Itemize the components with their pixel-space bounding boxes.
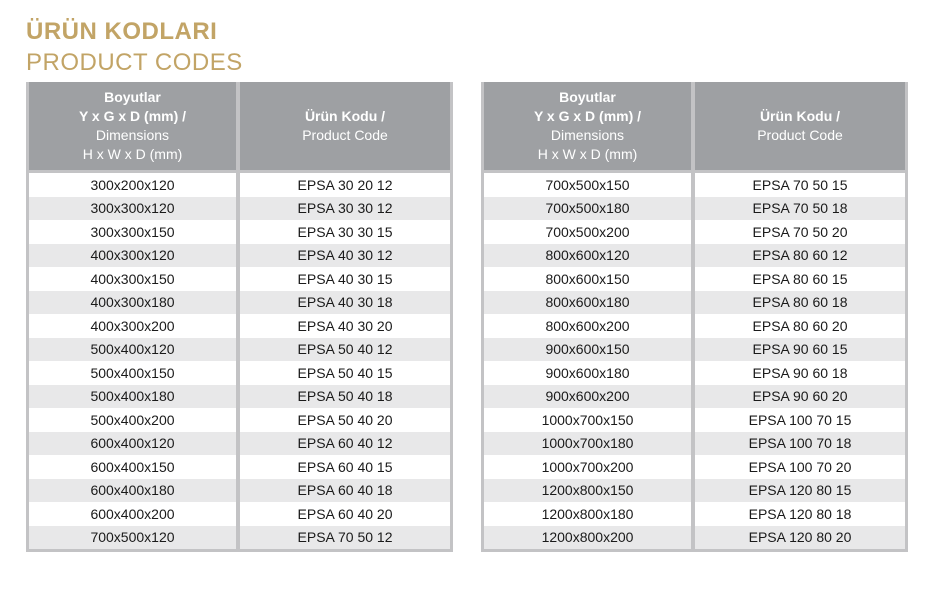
dimension-cell: 800x600x120: [484, 244, 691, 268]
header-dimensions: [29, 82, 236, 170]
dimension-cell: 800x600x180: [484, 291, 691, 315]
table-row: [484, 455, 905, 479]
product-code-cell: EPSA 80 60 18: [695, 291, 905, 315]
product-code-cell: EPSA 40 30 12: [240, 244, 450, 268]
dimension-cell: 600x400x180: [29, 479, 236, 503]
header-dimensions-line: H x W x D (mm): [82, 146, 183, 162]
table-row: [484, 244, 905, 268]
table-body: [484, 173, 905, 549]
dimension-cell: 800x600x150: [484, 267, 691, 291]
table-row: [484, 479, 905, 503]
table-row: [484, 267, 905, 291]
header-dimensions-line: H x W x D (mm): [537, 146, 638, 162]
product-code-cell: EPSA 30 20 12: [240, 173, 450, 197]
page-title-en: PRODUCT CODES: [26, 49, 243, 76]
dimension-cell: 400x300x200: [29, 314, 236, 338]
table-row: [29, 314, 450, 338]
dimension-cell: 700x500x180: [484, 197, 691, 221]
dimension-cell: 300x300x150: [29, 220, 236, 244]
page-title-tr: ÜRÜN KODLARI: [26, 18, 218, 45]
header-dimensions-line: Y x G x D (mm) /: [533, 108, 642, 124]
product-code-cell: EPSA 120 80 18: [695, 502, 905, 526]
dimension-cell: 700x500x120: [29, 526, 236, 550]
table-row: [484, 338, 905, 362]
product-code-cell: EPSA 60 40 15: [240, 455, 450, 479]
table-row: [484, 220, 905, 244]
product-code-cell: EPSA 100 70 18: [695, 432, 905, 456]
dimension-cell: 700x500x200: [484, 220, 691, 244]
header-code-line: Product Code: [302, 127, 388, 143]
header-dimensions-line: Boyutlar: [104, 89, 161, 105]
product-code-cell: EPSA 50 40 20: [240, 408, 450, 432]
header-code-line: Ürün Kodu /: [759, 108, 841, 124]
table-row: [29, 338, 450, 362]
product-code-cell: EPSA 120 80 20: [695, 526, 905, 550]
table-row: [29, 385, 450, 409]
header-dimensions: [484, 82, 691, 170]
dimension-cell: 1000x700x150: [484, 408, 691, 432]
product-code-cell: EPSA 70 50 12: [240, 526, 450, 550]
product-code-cell: EPSA 90 60 15: [695, 338, 905, 362]
dimension-cell: 300x300x120: [29, 197, 236, 221]
dimension-cell: 900x600x200: [484, 385, 691, 409]
dimension-cell: 400x300x120: [29, 244, 236, 268]
product-code-cell: EPSA 40 30 15: [240, 267, 450, 291]
table-header: [29, 82, 450, 170]
product-code-cell: EPSA 40 30 20: [240, 314, 450, 338]
dimension-cell: 400x300x180: [29, 291, 236, 315]
product-table-right: [481, 82, 908, 552]
product-code-cell: EPSA 100 70 15: [695, 408, 905, 432]
header-code-line: Product Code: [757, 127, 843, 143]
product-code-cell: EPSA 70 50 15: [695, 173, 905, 197]
table-row: [484, 291, 905, 315]
product-code-cell: EPSA 60 40 20: [240, 502, 450, 526]
product-code-cell: EPSA 50 40 15: [240, 361, 450, 385]
table-row: [29, 455, 450, 479]
table-row: [484, 385, 905, 409]
dimension-cell: 600x400x200: [29, 502, 236, 526]
header-dimensions-line: Boyutlar: [559, 89, 616, 105]
product-code-cell: EPSA 50 40 18: [240, 385, 450, 409]
table-row: [29, 244, 450, 268]
table-row: [484, 173, 905, 197]
product-code-cell: EPSA 60 40 12: [240, 432, 450, 456]
table-row: [484, 526, 905, 550]
table-row: [484, 408, 905, 432]
dimension-cell: 1200x800x180: [484, 502, 691, 526]
header-product-code: [695, 82, 905, 170]
dimension-cell: 300x200x120: [29, 173, 236, 197]
product-code-cell: EPSA 60 40 18: [240, 479, 450, 503]
dimension-cell: 500x400x150: [29, 361, 236, 385]
table-row: [29, 361, 450, 385]
table-row: [29, 267, 450, 291]
table-header: [484, 82, 905, 170]
dimension-cell: 500x400x200: [29, 408, 236, 432]
table-row: [29, 526, 450, 550]
product-code-cell: EPSA 80 60 20: [695, 314, 905, 338]
dimension-cell: 900x600x150: [484, 338, 691, 362]
product-table-left: [26, 82, 453, 552]
product-code-cell: EPSA 100 70 20: [695, 455, 905, 479]
table-row: [29, 502, 450, 526]
table-row: [484, 502, 905, 526]
table-row: [29, 173, 450, 197]
header-product-code: [240, 82, 450, 170]
dimension-cell: 1200x800x200: [484, 526, 691, 550]
table-row: [29, 220, 450, 244]
dimension-cell: 1000x700x180: [484, 432, 691, 456]
product-code-cell: EPSA 70 50 18: [695, 197, 905, 221]
table-row: [29, 432, 450, 456]
product-code-cell: EPSA 80 60 12: [695, 244, 905, 268]
product-code-cell: EPSA 50 40 12: [240, 338, 450, 362]
header-dimensions-line: Dimensions: [550, 127, 625, 143]
product-code-cell: EPSA 80 60 15: [695, 267, 905, 291]
product-code-cell: EPSA 40 30 18: [240, 291, 450, 315]
product-code-cell: EPSA 90 60 18: [695, 361, 905, 385]
product-code-cell: EPSA 30 30 15: [240, 220, 450, 244]
table-row: [484, 432, 905, 456]
dimension-cell: 600x400x120: [29, 432, 236, 456]
product-code-cell: EPSA 70 50 20: [695, 220, 905, 244]
header-dimensions-line: Dimensions: [95, 127, 170, 143]
dimension-cell: 600x400x150: [29, 455, 236, 479]
header-code-line: Ürün Kodu /: [304, 108, 386, 124]
header-dimensions-line: Y x G x D (mm) /: [78, 108, 187, 124]
dimension-cell: 500x400x180: [29, 385, 236, 409]
dimension-cell: 1000x700x200: [484, 455, 691, 479]
dimension-cell: 1200x800x150: [484, 479, 691, 503]
table-row: [29, 291, 450, 315]
product-code-cell: EPSA 120 80 15: [695, 479, 905, 503]
table-row: [29, 408, 450, 432]
table-row: [29, 479, 450, 503]
dimension-cell: 900x600x180: [484, 361, 691, 385]
table-body: [29, 173, 450, 549]
dimension-cell: 700x500x150: [484, 173, 691, 197]
table-row: [484, 361, 905, 385]
table-row: [484, 314, 905, 338]
product-code-cell: EPSA 30 30 12: [240, 197, 450, 221]
dimension-cell: 500x400x120: [29, 338, 236, 362]
table-row: [484, 197, 905, 221]
dimension-cell: 800x600x200: [484, 314, 691, 338]
dimension-cell: 400x300x150: [29, 267, 236, 291]
product-code-cell: EPSA 90 60 20: [695, 385, 905, 409]
table-row: [29, 197, 450, 221]
